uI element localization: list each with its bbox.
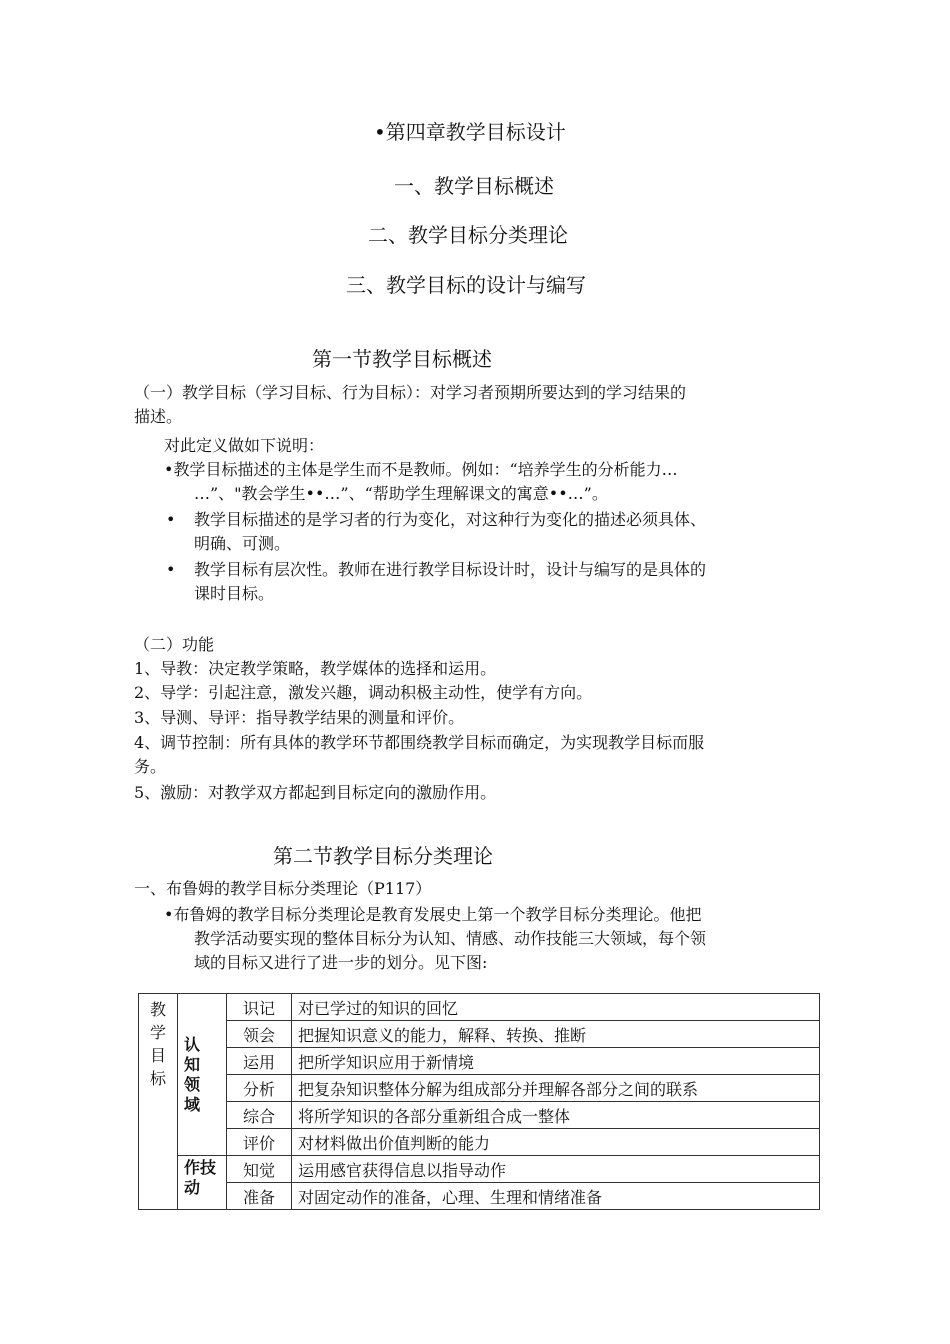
table-col-goal: 教学目标 [139,994,178,1210]
bullet-3-dot: • [166,560,176,579]
table-level: 识记 [227,994,292,1021]
table-desc: 把握知识意义的能力，解释、转换、推断 [292,1021,820,1048]
table-desc: 把复杂知识整体分解为组成部分并理解各部分之间的联系 [292,1075,820,1102]
table-level: 综合 [227,1102,292,1129]
section2-subheading: 一、布鲁姆的教学目标分类理论（P117） [134,879,432,898]
function-4-line-2: 务。 [134,757,167,776]
bullet-3-line-2: 课时目标。 [194,584,275,603]
bullet-2-line-2: 明确、可测。 [194,534,291,553]
outline-item-3: 三、教学目标的设计与编写 [346,273,586,297]
bloom-para-line-2: 教学活动要实现的整体目标分为认知、情感、动作技能三大领域，每个领 [194,929,707,948]
table-desc: 对已学过的知识的回忆 [292,994,820,1021]
table-domain-motor: 作技动 [178,1156,227,1210]
table-level: 评价 [227,1129,292,1156]
table-level: 领会 [227,1021,292,1048]
outline-item-2: 二、教学目标分类理论 [368,223,568,247]
table-level: 知觉 [227,1156,292,1183]
table-desc: 对材料做出价值判断的能力 [292,1129,820,1156]
definition-line-2: 描述。 [134,407,183,426]
section1-heading: 第一节教学目标概述 [312,347,492,371]
table-domain-cognitive: 认知领域 [178,994,227,1156]
bullet-1-line-2: …”、"教会学生••…”、“帮助学生理解课文的寓意••…”。 [194,484,608,503]
definition-line-1: （一）教学目标（学习目标、行为目标）：对学习者预期所要达到的学习结果的 [134,383,687,402]
bloom-para-line-1: •布鲁姆的教学目标分类理论是教育发展史上第一个教学目标分类理论。他把 [164,905,702,924]
table-level: 分析 [227,1075,292,1102]
function-1: 1、导教：决定教学策略，教学媒体的选择和运用。 [134,659,497,678]
table-desc: 把所学知识应用于新情境 [292,1048,820,1075]
bloom-para-line-3: 域的目标又进行了进一步的划分。见下图: [194,953,488,972]
definition-explain: 对此定义做如下说明： [164,436,325,455]
table-desc: 将所学知识的各部分重新组合成一整体 [292,1102,820,1129]
table-desc: 对固定动作的准备，心理、生理和情绪准备 [292,1183,820,1210]
bullet-2-dot: • [166,510,176,529]
function-5: 5、激励：对教学双方都起到目标定向的激励作用。 [134,783,497,802]
table-level: 准备 [227,1183,292,1210]
bloom-taxonomy-table [138,993,820,1210]
bullet-1-line-1: •教学目标描述的主体是学生而不是教师。例如：“培养学生的分析能力… [164,460,678,479]
function-4-line-1: 4、调节控制：所有具体的教学环节都围绕教学目标而确定，为实现教学目标而服 [134,733,705,752]
table-desc: 运用感官获得信息以指导动作 [292,1156,820,1183]
function-heading: （二）功能 [134,635,215,654]
section2-heading: 第二节教学目标分类理论 [273,844,493,868]
bullet-3-line-1: 教学目标有层次性。教师在进行教学目标设计时，设计与编写的是具体的 [194,560,707,579]
function-2: 2、导学：引起注意，激发兴趣，调动积极主动性，使学有方向。 [134,683,593,702]
table-level: 运用 [227,1048,292,1075]
function-3: 3、导测、导评：指导教学结果的测量和评价。 [134,708,465,727]
outline-item-1: 一、教学目标概述 [394,174,554,198]
chapter-title: •第四章教学目标设计 [374,120,566,144]
bullet-2-line-1: 教学目标描述的是学习者的行为变化，对这种行为变化的描述必须具体、 [194,510,707,529]
